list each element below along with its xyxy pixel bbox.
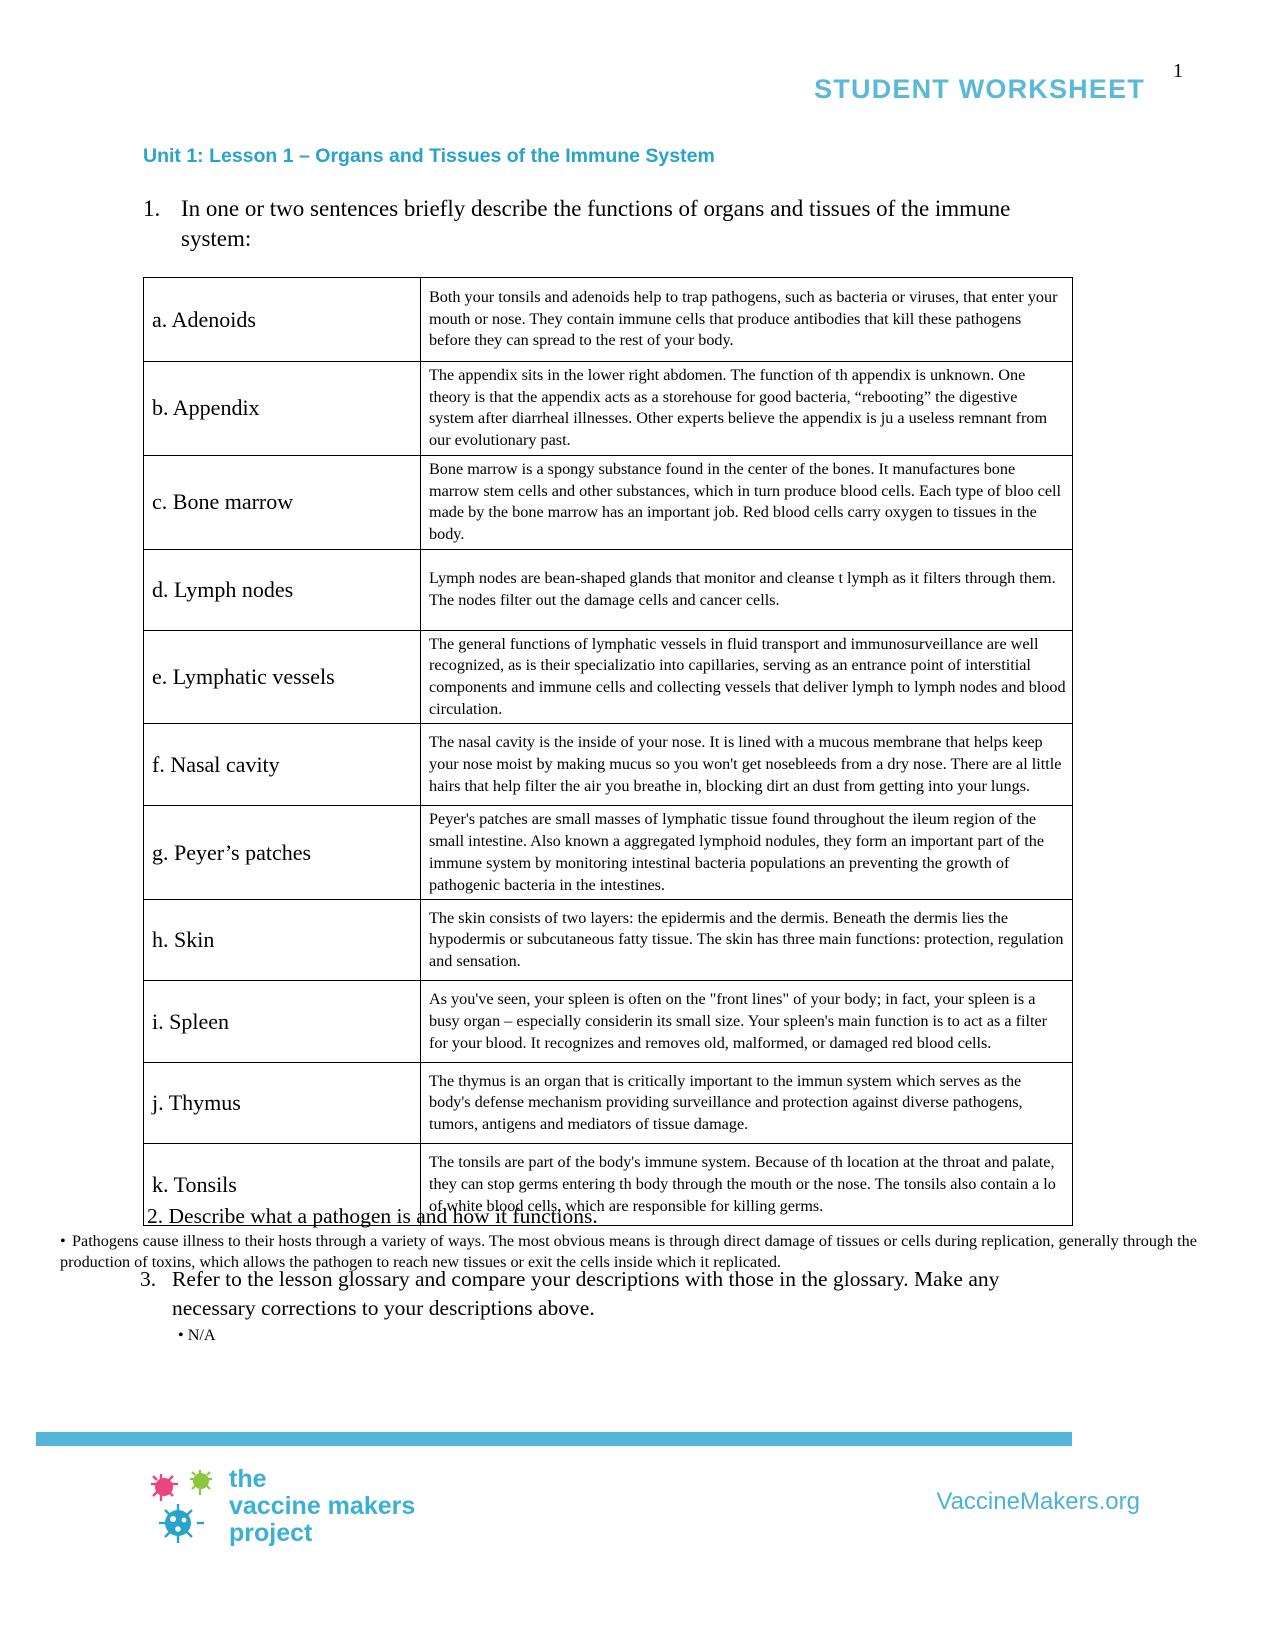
organ-description[interactable]: The general functions of lymphatic vessels in fluid transport and immunosurveillance are well recognized, as is their specializatio into capillaries, serving as an entrance point of interstitial components and immune cells and collecting vessels that deliver lymph to lymph nodes and blood circulation. [421, 630, 1073, 724]
table-row [144, 806, 1073, 900]
organ-label: h. Skin [144, 900, 421, 981]
organ-description[interactable]: The thymus is an organ that is critically important to the immun system which serves as the body's defense mechanism providing surveillance and protection against diverse pathogens, tumors, antigens and mediators of tissue damage. [421, 1063, 1073, 1144]
organ-label: c. Bone marrow [144, 455, 421, 549]
table-row [144, 455, 1073, 549]
logo-line-3: project [229, 1519, 313, 1547]
organ-label: d. Lymph nodes [144, 549, 421, 630]
organ-description[interactable]: As you've seen, your spleen is often on the "front lines" of your body; in fact, your spleen is a busy organ – especially considerin its small size. Your spleen's main function is to act as a filter for your blood. It recognizes and removes old, malformed, or damaged red blood cells. [421, 981, 1073, 1063]
logo-icon [145, 1468, 223, 1546]
organ-description[interactable]: Lymph nodes are bean-shaped glands that monitor and cleanse t lymph as it filters through them. The nodes filter out the damage cells and cancer cells. [421, 549, 1073, 630]
worksheet-title: STUDENT WORKSHEET [814, 74, 1145, 104]
logo-line-1: the [229, 1465, 267, 1493]
organ-label: k. Tonsils [144, 1144, 421, 1226]
question-1-number: 1. [143, 196, 161, 221]
table-row [144, 1063, 1073, 1144]
question-3-answer[interactable]: • N/A [178, 1326, 216, 1344]
organ-label: f. Nasal cavity [144, 724, 421, 806]
organ-label: b. Appendix [144, 362, 421, 456]
logo-line-2: vaccine makers [229, 1492, 416, 1520]
organ-description[interactable]: Bone marrow is a spongy substance found in the center of the bones. It manufactures bone marrow stem cells and other substances, which in turn produce blood cells. Each type of bloo cell made by the bone marrow has an important job. Red blood cells carry oxygen to tissues in the body. [421, 455, 1073, 549]
organ-description[interactable]: The appendix sits in the lower right abdomen. The function of th appendix is unknown. One theory is that the appendix acts as a storehouse for good bacteria, “rebooting” the digestive system after diarrheal illnesses. Other experts believe the appendix is ju a useless remnant from our evolutionary past. [421, 362, 1073, 456]
table-row [144, 549, 1073, 630]
organ-description[interactable]: The nasal cavity is the inside of your nose. It is lined with a mucous membrane that helps keep your nose moist by making mucus so you won't get nosebleeds from a dry nose. There are al little hairs that help filter the air you breathe in, blocking dirt an dust from getting into your lungs. [421, 724, 1073, 806]
organ-label: a. Adenoids [144, 278, 421, 362]
logo-wordmark [229, 1466, 415, 1547]
organ-description[interactable]: The skin consists of two layers: the epidermis and the dermis. Beneath the dermis lies the hypodermis or subcutaneous fatty tissue. The skin has three main functions: protection, regulation and sensation. [421, 900, 1073, 981]
table-row [144, 630, 1073, 724]
table-row [144, 724, 1073, 806]
bullet-marker: • [60, 1232, 66, 1250]
lesson-heading: Unit 1: Lesson 1 – Organs and Tissues of the Immune System [143, 145, 715, 167]
organ-description[interactable]: Peyer's patches are small masses of lymphatic tissue found throughout the ileum region of the small intestine. Also known a aggregated lymphoid nodules, they form an important part of the immune system by monitoring intestinal bacteria populations an preventing the growth of pathogenic bacteria in the intestines. [421, 806, 1073, 900]
question-3 [140, 1265, 1080, 1323]
question-2-answer-text: Pathogens cause illness to their hosts through a variety of ways. The most obvious means is through direct damage of tissues or cells during replication, generally through the production of toxins, which allows the pathogen to reach new tissues or exit the cells inside which it replicated. [60, 1232, 1197, 1272]
organ-label: i. Spleen [144, 981, 421, 1063]
vaccine-makers-logo [145, 1465, 435, 1548]
footer-url[interactable]: VaccineMakers.org [936, 1488, 1140, 1515]
table-row [144, 362, 1073, 456]
organ-label: e. Lymphatic vessels [144, 630, 421, 724]
question-3-number: 3. [140, 1267, 157, 1291]
question-2: 2. Describe what a pathogen is and how it functions. [147, 1204, 598, 1228]
organ-description[interactable]: The tonsils are part of the body's immune system. Because of th location at the throat and palate, they can stop germs entering th body through the mouth or the nose. The tonsils also contain a lo of white blood cells, which are responsible for killing germs. [421, 1144, 1073, 1226]
footer-divider-bar [36, 1432, 1072, 1446]
table-row [144, 900, 1073, 981]
organ-label: g. Peyer’s patches [144, 806, 421, 900]
page-number: 1 [1173, 60, 1183, 82]
organ-function-table [143, 277, 1073, 1226]
question-1-text: In one or two sentences briefly describe the functions of organs and tissues of the immune system: [181, 196, 1011, 252]
table-row [144, 981, 1073, 1063]
table-row [144, 278, 1073, 362]
organ-description[interactable]: Both your tonsils and adenoids help to trap pathogens, such as bacteria or viruses, that enter your mouth or nose. They contain immune cells that produce antibodies that kill these pathogens before they can spread to the rest of your body. [421, 278, 1073, 362]
question-3-text: Refer to the lesson glossary and compare your descriptions with those in the glossary. Make any necessary corrections to your descriptions above. [172, 1267, 1000, 1320]
question-1 [143, 194, 1063, 255]
organ-label: j. Thymus [144, 1063, 421, 1144]
